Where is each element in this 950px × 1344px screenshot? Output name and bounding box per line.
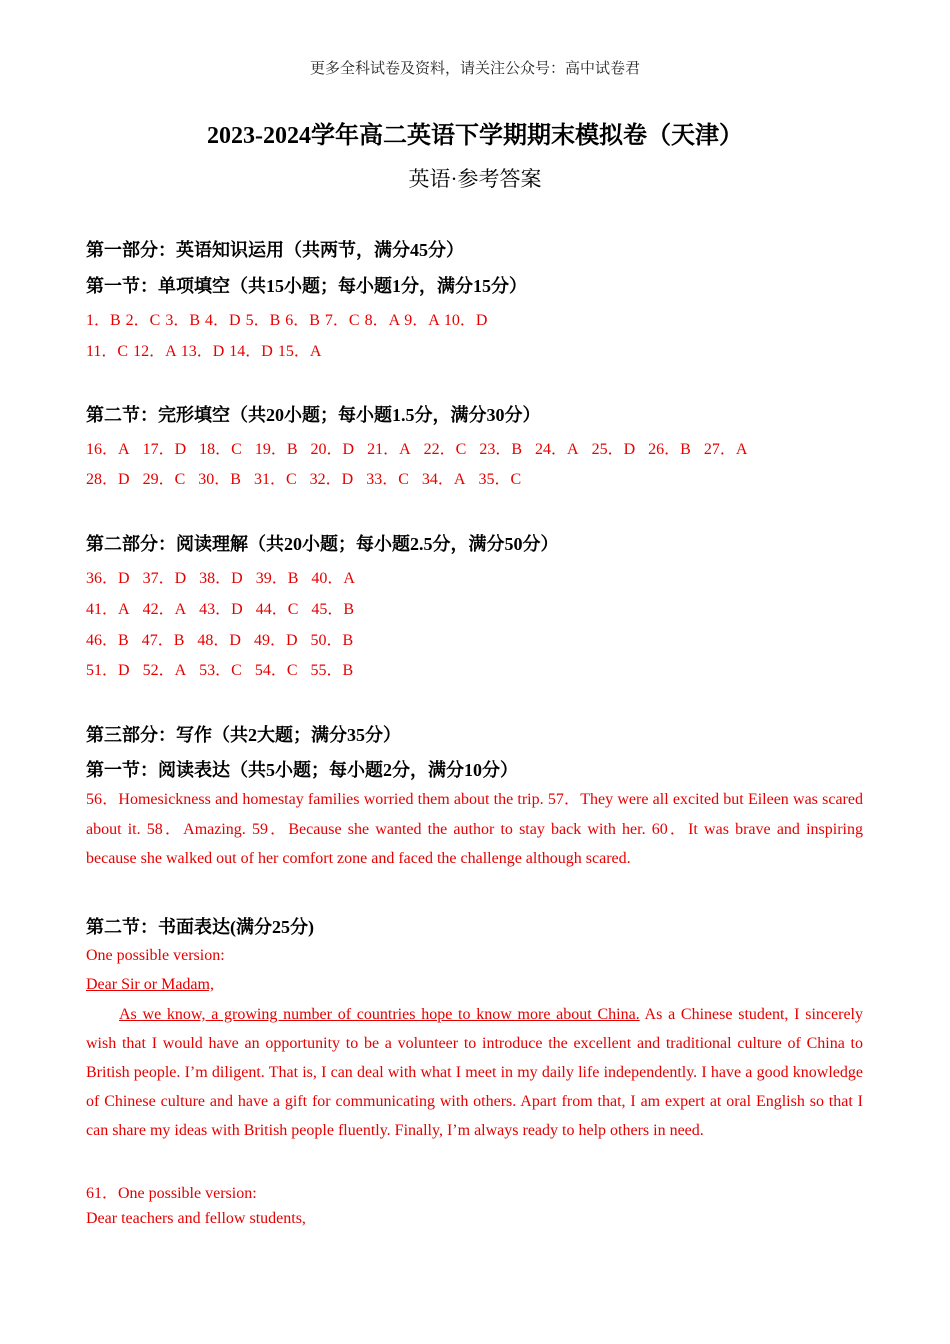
answer-item: 17．D: [142, 441, 187, 458]
answer-item: 31．C: [253, 471, 297, 488]
answer-item: 37．D: [142, 570, 187, 587]
answer-item: 25．D: [591, 441, 636, 458]
answer-item: 22．C: [423, 441, 467, 458]
answer-item: 51．D: [86, 662, 130, 679]
answer-item: 43．D: [199, 601, 243, 618]
question-61-intro: 61．One possible version:: [86, 1185, 257, 1202]
writing-heading: 第二节：书面表达(满分25分): [86, 917, 314, 937]
answer-item: 35．C: [478, 471, 522, 488]
answer-item: 48．D: [197, 632, 241, 649]
section2-answers-row1: [86, 436, 760, 459]
section2-heading: 第二节：完形填空（共20小题；每小题1.5分，满分30分）: [86, 405, 541, 425]
answer-item: 19．B: [254, 441, 298, 458]
answer-item: 21．A: [367, 441, 411, 458]
answer-item: 46．B: [86, 632, 129, 649]
answer-item: 38．D: [199, 570, 243, 587]
page-title: 2023-2024学年高二英语下学期期末模拟卷（天津）: [207, 123, 743, 149]
answer-item: 50．B: [310, 632, 354, 649]
essay-intro: One possible version:: [86, 947, 225, 964]
part2-answers-row: [86, 565, 368, 588]
part2-answers-row: [86, 596, 367, 619]
answer-item: 34．A: [421, 471, 466, 488]
part2-heading: 第二部分：阅读理解（共20小题；每小题2.5分，满分50分）: [86, 534, 559, 554]
part1-heading: 第一部分：英语知识运用（共两节，满分45分）: [86, 240, 464, 260]
answer-item: 41．A: [86, 601, 130, 618]
answer-item: 30．B: [198, 471, 241, 488]
part2-answers-row: [86, 627, 366, 650]
essay-body: [86, 1000, 863, 1145]
answer-item: 53．C: [199, 662, 242, 679]
answer-item: 39．B: [255, 570, 299, 587]
page-subtitle: 英语·参考答案: [408, 167, 542, 191]
reading-expression-answers: 56．Homesickness and homestay families worried them about the trip. 57．They were all excited but Eileen was scared about it. 58．Amazing. 59．Because she wanted the author to stay back with her. 60．It was brave and inspiring because she walked out of her comfort zone and faced the challenge although scared.: [86, 791, 863, 867]
section1-answers-line1: 1．B 2．C 3．B 4．D 5．B 6．B 7．C 8．A 9．A 10．D: [86, 312, 488, 329]
question-61-greeting: Dear teachers and fellow students,: [86, 1210, 306, 1227]
answer-item: 55．B: [310, 662, 354, 679]
header-note: 更多全科试卷及资料，请关注公众号：高中试卷君: [309, 61, 640, 77]
answer-item: 47．B: [141, 632, 185, 649]
answer-item: 16．A: [86, 441, 130, 458]
answer-item: 52．A: [142, 662, 187, 679]
answer-item: 40．A: [311, 570, 355, 587]
essay-greeting: Dear Sir or Madam,: [86, 976, 214, 993]
answer-item: 54．C: [254, 662, 298, 679]
answer-item: 29．C: [142, 471, 186, 488]
answer-item: 33．C: [366, 471, 409, 488]
section1-answers-line2: 11．C 12．A 13．D 14．D 15．A: [86, 343, 322, 360]
answer-item: 28．D: [86, 471, 130, 488]
part2-answers-row: [86, 657, 366, 680]
section1-heading: 第一节：单项填空（共15小题；每小题1分，满分15分）: [86, 276, 527, 296]
part3-heading: 第三部分：写作（共2大题；满分35分）: [86, 725, 401, 745]
answer-item: 32．D: [309, 471, 354, 488]
essay-rest: As a Chinese student, I sincerely wish that I would have an opportunity to be a volunteer to introduce the excellent and traditional culture of China to British people. I’m diligent. That is, I can deal with what I meet in my daily life independently. I have a good knowledge of Chinese culture and have a gift for communicating with others. Apart from that, I am expert at oral English so that I can share my ideas with British people fluently. Finally, I’m always ready to help others in need.: [86, 1006, 864, 1139]
answer-item: 44．C: [255, 601, 299, 618]
answer-item: 18．C: [199, 441, 242, 458]
answer-item: 36．D: [86, 570, 130, 587]
answer-item: 20．D: [310, 441, 355, 458]
answer-item: 45．B: [311, 601, 355, 618]
answer-item: 23．B: [479, 441, 522, 458]
reading-expression-heading: 第一节：阅读表达（共5小题；每小题2分，满分10分）: [86, 760, 518, 780]
answer-item: 24．A: [535, 441, 579, 458]
answer-item: 49．D: [253, 632, 298, 649]
answer-item: 26．B: [648, 441, 691, 458]
essay-underlined-sentence: As we know, a growing number of countries hope to know more about China.: [119, 1006, 640, 1023]
section2-answers-row2: [86, 466, 534, 489]
answer-item: 27．A: [703, 441, 748, 458]
answer-item: 42．A: [142, 601, 187, 618]
